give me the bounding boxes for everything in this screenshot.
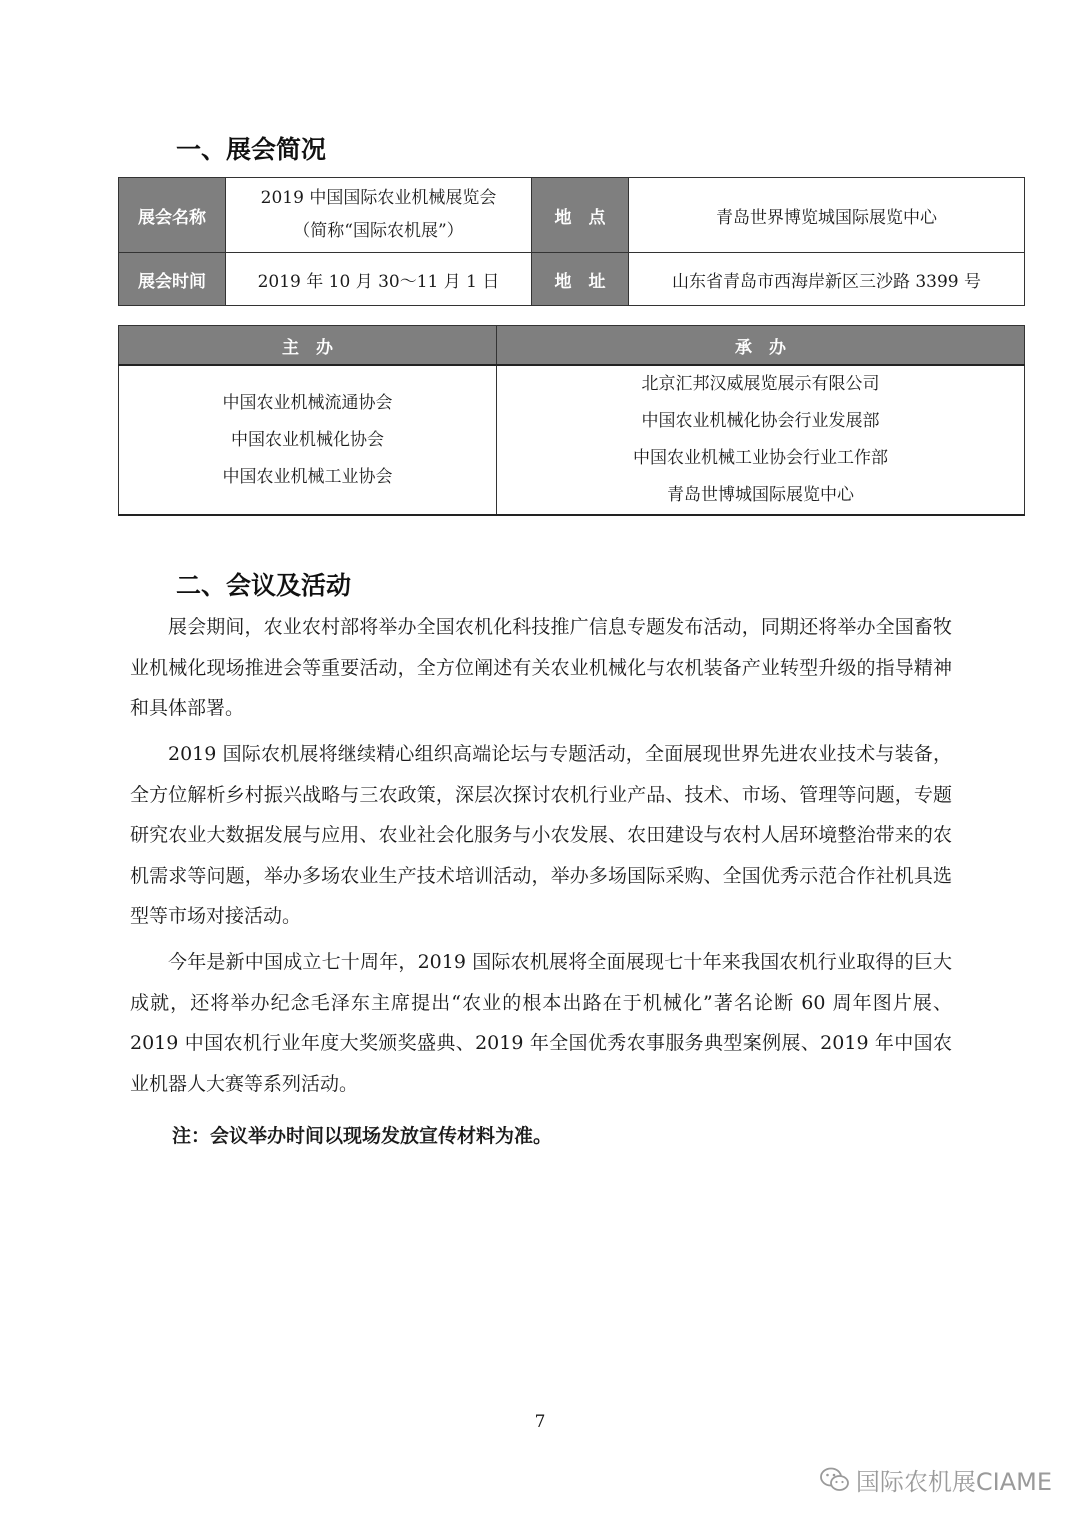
host-list (119, 365, 497, 515)
info-row-time-address (119, 253, 1025, 306)
section2-title: 二、会议及活动 (176, 571, 352, 600)
page-number: 7 (534, 1412, 546, 1432)
exhibition-name-value (226, 178, 532, 253)
exhibition-time-label: 展会时间 (119, 253, 226, 306)
undertaker-item: 中国农业机械工业协会行业工作部 (633, 448, 888, 468)
paragraph-2: 2019 国际农机展将继续精心组织高端论坛与专题活动，全面展现世界先进农业技术与装备，全方位解析乡村振兴战略与三农政策，深层次探讨农机行业产品、技术、市场、管理等问题，专题研究农业大数据发展与应用、农业社会化服务与小农发展、农田建设与农村人居环境整治带来的农机需求等问题，举办多场农业生产技术培训活动，举办多场国际采购、全国优秀示范合作社机具选型等市场对接活动。 (130, 743, 952, 927)
exhibition-info-table (118, 177, 1025, 306)
place-value: 青岛世界博览城国际展览中心 (629, 178, 1025, 253)
undertaker-list (497, 365, 1025, 515)
section1-title: 一、展会简况 (176, 135, 327, 164)
watermark (820, 1462, 1052, 1497)
exhibition-name-line1: 2019 中国国际农业机械展览会 (260, 188, 497, 208)
watermark-text: 国际农机展CIAME (855, 1468, 1052, 1496)
host-item: 中国农业机械流通协会 (222, 392, 393, 413)
exhibition-name-label: 展会名称 (119, 178, 226, 253)
address-label: 地 址 (532, 253, 629, 306)
paragraph-3: 今年是新中国成立七十周年，2019 国际农机展将全面展现七十年来我国农机行业取得的巨大成就，还将举办纪念毛泽东主席提出“农业的根本出路在于机械化”著名论断 60 周年图片展、2019 中国农机行业年度大奖颁奖盛典、2019 年全国优秀农事服务典型案例展、2019 年中国农业机器人大赛等系列活动。 (130, 951, 952, 1095)
note: 注：会议举办时间以现场发放宣传材料为准。 (172, 1125, 553, 1147)
host-header: 主 办 (119, 326, 497, 366)
exhibition-time-value: 2019 年 10 月 30～11 月 1 日 (226, 253, 532, 306)
exhibition-name-line2: （简称“国际农机展”） (293, 221, 464, 241)
organizers-table (118, 325, 1025, 516)
undertaker-header: 承 办 (497, 326, 1025, 366)
undertaker-item: 中国农业机械化协会行业发展部 (641, 411, 880, 431)
undertaker-item: 北京汇邦汉威展览展示有限公司 (641, 374, 880, 394)
paragraph-1: 展会期间，农业农村部将举办全国农机化科技推广信息专题发布活动，同期还将举办全国畜牧业机械化现场推进会等重要活动，全方位阐述有关农业机械化与农机装备产业转型升级的指导精神和具体部署。 (130, 616, 952, 719)
host-item: 中国农业机械工业协会 (222, 466, 393, 487)
undertaker-item: 青岛世博城国际展览中心 (667, 485, 854, 505)
wechat-icon (820, 1467, 850, 1493)
address-value: 山东省青岛市西海岸新区三沙路 3399 号 (629, 253, 1025, 306)
place-label: 地 点 (532, 178, 629, 253)
host-item: 中国农业机械化协会 (231, 429, 384, 450)
info-row-name-place (119, 178, 1025, 253)
